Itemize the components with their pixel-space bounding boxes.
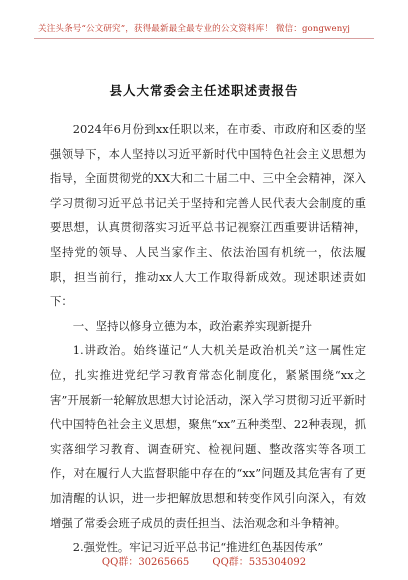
section-heading: 一、坚持以修身立德为本，政治素养实现新提升 — [72, 318, 313, 333]
body-paragraph: 1.讲政治。始终谨记“人大机关是政治机关”这一属性定位，扎实推进党纪学习教育常态化制度化，紧紧围绕“xx之害”开展新一轮解放思想大讨论活动，深入学习贯彻习近平新时代中国特色社会主义思想，聚焦“xx”五种类型、22种表现，抓实落细学习教育、调查研究、检视问题、整改落实等各项工作，对在履行人大监督职能中存在的“xx”问题及其危害有了更加清醒的认识，进一步把解放思想和转变作风引向深入，有效增强了常委会班子成员的责任担当、法治观念和斗争精神。 — [50, 343, 366, 530]
footer-qq-group-2: QQ群：535304092 — [212, 557, 307, 568]
header-banner: 关注头条号“公文研究”，获得最新最全最专业的公文资料库！ 微信：gongwenyj — [38, 24, 351, 34]
body-paragraph: 2.强党性。牢记习近平总书记“推进红色基因传承” — [72, 540, 324, 555]
document-body — [50, 117, 366, 560]
intro-paragraph: 2024年6月份到xx任职以来，在市委、市政府和区委的坚强领导下，本人坚持以习近平新时代中国特色社会主义思想为指导，全面贯彻党的XX大和二十届二中、三中全会精神，深入学习贯彻习近平总书记关于坚持和完善人民代表大会制度的重要思想，认真贯彻落实习近平总书记视察江西重要讲话精神，坚持党的领导、人民当家作主、依法治国有机统一，依法履职，担当前行，推动xx人大工作取得新成效。现述职述责如下： — [50, 122, 366, 309]
footer-contacts — [0, 553, 408, 568]
header-divider — [34, 38, 374, 39]
footer-qq-group-1: QQ群：30265665 — [101, 557, 190, 568]
document-title: 县人大常委会主任述职述责报告 — [109, 83, 299, 98]
